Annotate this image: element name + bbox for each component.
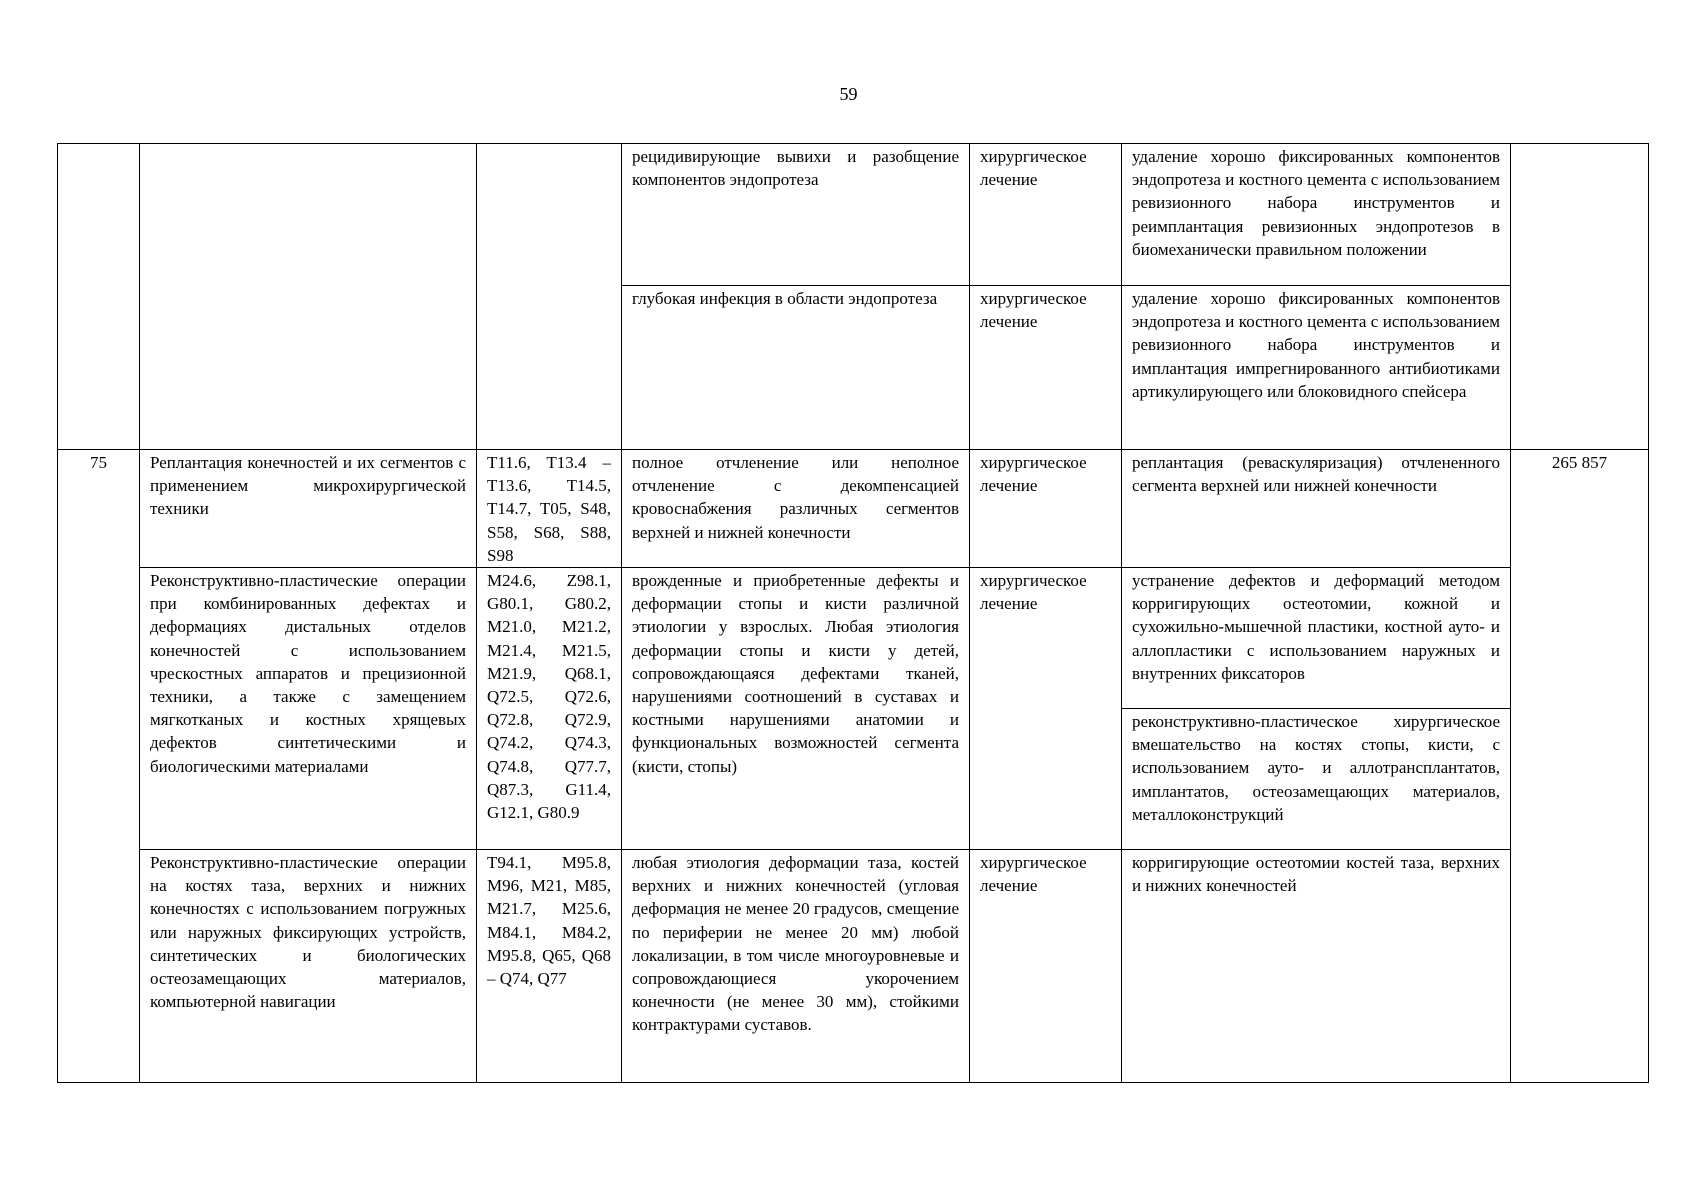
treatment-method-cell: корригирующие остеотомии костей таза, верхних и нижних конечностей bbox=[1122, 850, 1511, 1083]
treatment-type-cell: хирургическое лечение bbox=[970, 144, 1122, 286]
icd-codes-cell bbox=[477, 144, 622, 450]
treatment-method-cell: удаление хорошо фиксированных компонентов эндопротеза и костного цемента с использованием ревизионного набора инструментов и реимплантация ревизионных эндопротезов в биомеханически правильном положении bbox=[1122, 144, 1511, 286]
treatment-method-cell: удаление хорошо фиксированных компонентов эндопротеза и костного цемента с использованием ревизионного набора инструментов и имплантация импрегнированного антибиотиками артикулирующего или блоковидного спейсера bbox=[1122, 286, 1511, 450]
treatment-type-cell: хирургическое лечение bbox=[970, 568, 1122, 850]
treatment-method-cell: реплантация (реваскуляризация) отчлененного сегмента верхней или нижней конечности bbox=[1122, 450, 1511, 568]
patient-model-cell: рецидивирующие вывихи и разобщение компонентов эндопротеза bbox=[622, 144, 970, 286]
table-row bbox=[58, 850, 1649, 1083]
procedure-name-cell: Реплантация конечностей и их сегментов с применением микрохирургической техники bbox=[140, 450, 477, 568]
patient-model-cell: полное отчленение или неполное отчленение с декомпенсацией кровоснабжения различных сегментов верхней и нижней конечности bbox=[622, 450, 970, 568]
table-row bbox=[58, 568, 1649, 709]
page-number: 59 bbox=[839, 84, 858, 104]
procedure-name-cell: Реконструктивно-пластические операции на костях таза, верхних и нижних конечностях с использованием погружных или наружных фиксирующих устройств, синтетических и биологических остеозамещающих материалов, компьютерной навигации bbox=[140, 850, 477, 1083]
procedure-name-cell: Реконструктивно-пластические операции при комбинированных дефектах и деформациях дистальных отделов конечностей с использованием чрескостных аппаратов и прецизионной техники, а также с замещением мягкотканых и костных хрящевых дефектов синтетическими и биологическими материалами bbox=[140, 568, 477, 850]
icd-codes-cell: T94.1, M95.8, M96, M21, M85, M21.7, M25.6, M84.1, M84.2, M95.8, Q65, Q68 – Q74, Q77 bbox=[477, 850, 622, 1083]
patient-model-cell: глубокая инфекция в области эндопротеза bbox=[622, 286, 970, 450]
row-number-cell: 75 bbox=[58, 450, 140, 1083]
treatment-type-cell: хирургическое лечение bbox=[970, 450, 1122, 568]
table-row bbox=[58, 450, 1649, 568]
treatment-method-cell: устранение дефектов и деформаций методом корригирующих остеотомии, кожной и сухожильно-мышечной пластики, костной ауто- и аллопластики с использованием наружных и внутренних фиксаторов bbox=[1122, 568, 1511, 709]
cost-cell bbox=[1511, 144, 1649, 450]
procedure-name-cell bbox=[140, 144, 477, 450]
icd-codes-cell: T11.6, T13.4 – T13.6, T14.5, T14.7, T05, S48, S58, S68, S88, S98 bbox=[477, 450, 622, 568]
icd-codes-cell: M24.6, Z98.1, G80.1, G80.2, M21.0, M21.2, M21.4, M21.5, M21.9, Q68.1, Q72.5, Q72.6, Q72.8, Q72.9, Q74.2, Q74.3, Q74.8, Q77.7, Q87.3, G11.4, G12.1, G80.9 bbox=[477, 568, 622, 850]
procedures-table bbox=[57, 143, 1649, 1083]
patient-model-cell: любая этиология деформации таза, костей верхних и нижних конечностей (угловая деформация не менее 20 градусов, смещение по периферии не менее 20 мм) любой локализации, в том числе многоуровневые и сопровождающиеся укорочением конечности (не менее 30 мм), стойкими контрактурами суставов. bbox=[622, 850, 970, 1083]
treatment-type-cell: хирургическое лечение bbox=[970, 286, 1122, 450]
patient-model-cell: врожденные и приобретенные дефекты и деформации стопы и кисти различной этиологии у взрослых. Любая этиология деформации стопы и кисти у детей, сопровождающаяся дефектами тканей, нарушениями соотношений в суставах и костными нарушениями анатомии и функциональных возможностей сегмента (кисти, стопы) bbox=[622, 568, 970, 850]
treatment-type-cell: хирургическое лечение bbox=[970, 850, 1122, 1083]
row-number-cell bbox=[58, 144, 140, 450]
table-row bbox=[58, 144, 1649, 286]
treatment-method-cell: реконструктивно-пластическое хирургическое вмешательство на костях стопы, кисти, с использованием ауто- и аллотрансплантатов, имплантатов, остеозамещающих материалов, металлоконструкций bbox=[1122, 709, 1511, 850]
cost-cell: 265 857 bbox=[1511, 450, 1649, 1083]
